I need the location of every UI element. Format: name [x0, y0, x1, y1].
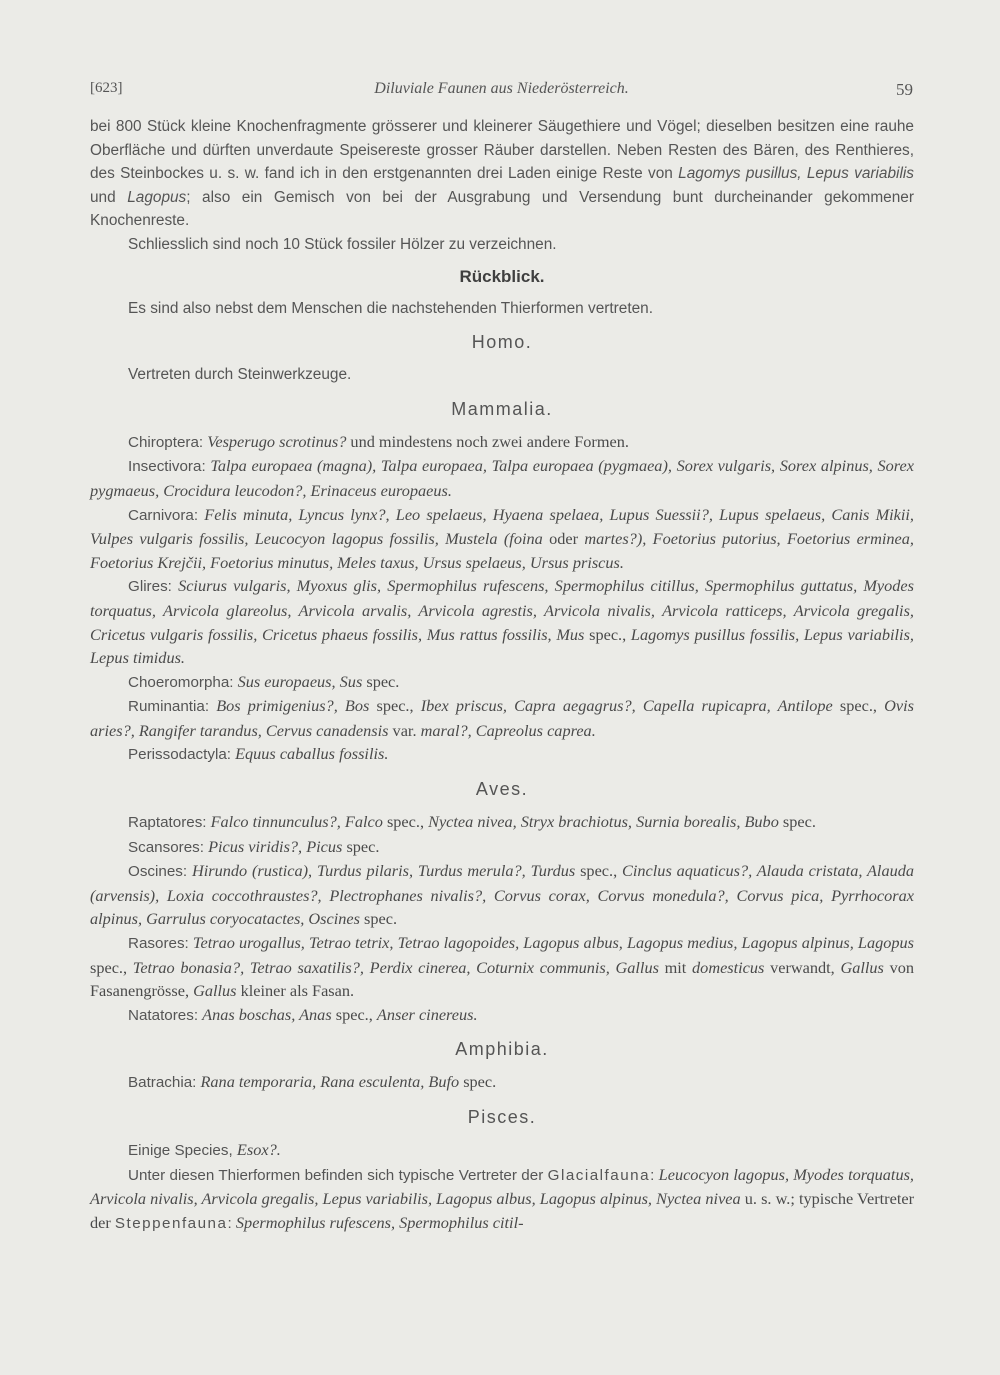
- page-reference: [623]: [90, 80, 123, 96]
- text-run: verwandt,: [764, 957, 841, 977]
- taxon-run: Equus caballus fossilis.: [235, 744, 389, 764]
- taxon-run: Ibex priscus, Capra aegagrus?, Capella rupicapra, Antilope: [420, 696, 833, 716]
- pisces-heading: Pisces.: [467, 1107, 537, 1127]
- insectivora-entry: [90, 454, 914, 502]
- choeromorpha-entry: [90, 670, 914, 695]
- taxon-run: Felis minuta, Lyncus lynx?, Leo spelaeus, Hyaena spelaea, Lupus Suessii?, Lupus spelaeus, Canis Mikii, Vulpes vulgaris fossilis, Leucocyon lagopus fossilis, Mustela (foina: [90, 504, 914, 549]
- text-run: u. s. w.; typische Vertreter der: [90, 1189, 914, 1232]
- taxon-run: Lagopus: [127, 188, 187, 206]
- group-label: Natatores:: [128, 1006, 199, 1024]
- text-run: spec.: [359, 909, 398, 929]
- rueckblick-text: Es sind also nebst dem Menschen die nachstehenden Thierformen vertreten.: [128, 299, 654, 317]
- taxon-run: Anser cinereus.: [376, 1004, 478, 1024]
- taxon-run: Bos primigenius?, Bos: [216, 696, 370, 716]
- homo-text: Vertreten durch Steinwerkzeuge.: [128, 366, 352, 384]
- raptatores-entry: [90, 810, 914, 835]
- text-run: bei 800 Stück kleine Knochenfragmente grösserer und kleinerer Säugethiere und Vögel; dieselben besitzen eine rauhe Oberfläche und dürften unverdaute Speisereste grosser Räuber darstellen. Neben Resten des Bären, des Renthieres, des Steinbockes u. s. w. fand ich in den erstgenannten drei Laden einige Reste von: [90, 118, 914, 183]
- group-label: Ruminantia:: [128, 698, 210, 716]
- taxon-run: Tetrao bonasia?, Tetrao saxatilis?, Perdix cinerea, Coturnix communis, Gallus: [132, 957, 659, 977]
- group-label: Carnivora:: [128, 506, 199, 524]
- carnivora-entry: [90, 503, 914, 575]
- text-run: spec.,: [832, 696, 885, 716]
- natatores-entry: [90, 1003, 914, 1028]
- text-run: spec.: [362, 671, 400, 691]
- oscines-entry: [90, 859, 914, 931]
- taxon-run: Picus viridis?, Picus: [208, 836, 343, 856]
- spaced-term: Steppenfauna: [114, 1214, 228, 1232]
- text-run: und: [90, 188, 128, 206]
- taxon-run: Leucocyon lagopus, Myodes torquatus, Arvicola nivalis, Arvicola gregalis, Lepus variabilis, Lagopus albus, Lagopus alpinus, Nyctea nivea: [90, 1164, 914, 1209]
- taxon-run: maral?, Capreolus caprea.: [420, 720, 596, 740]
- taxon-run: Gallus: [193, 981, 237, 1001]
- group-label: Insectivora:: [128, 458, 206, 476]
- taxon-run: Lagomys pusillus fossilis, Lepus variabilis, Lepus timidus.: [90, 624, 914, 668]
- glires-entry: [90, 574, 914, 669]
- taxon-run: Tetrao urogallus, Tetrao tetrix, Tetrao lagopoides, Lagopus albus, Lagopus medius, Lagopus alpinus, Lagopus: [192, 933, 915, 953]
- rasores-entry: [90, 931, 914, 1003]
- homo-heading: Homo.: [471, 332, 533, 353]
- spaced-term: Glacialfauna: [547, 1166, 651, 1184]
- text-run: spec.: [778, 812, 816, 832]
- text-run: spec.,: [382, 812, 429, 832]
- text-run: kleiner als Fasan.: [236, 981, 355, 1001]
- taxon-run: Vesperugo scrotinus?: [207, 431, 347, 451]
- group-label: Glires:: [128, 578, 172, 596]
- taxon-run: Sciurus vulgaris, Myoxus glis, Spermophilus rufescens, Spermophilus citillus, Spermophilus guttatus, Myodes torquatus, Arvicola glareolus, Arvicola arvalis, Arvicola agrestis, Arvicola nivalis, Arvicola ratticeps, Arvicola gregalis, Cricetus vulgaris fossilis, Cricetus phaeus fossilis, Mus rattus fossilis, Mus: [90, 576, 914, 644]
- taxon-run: Rana temporaria, Rana esculenta, Bufo: [200, 1072, 460, 1092]
- group-label: Perissodactyla:: [128, 746, 231, 764]
- chiroptera-entry: [90, 430, 914, 455]
- closing-paragraph: [90, 1163, 914, 1236]
- text-run: oder: [542, 529, 585, 549]
- group-label: Rasores:: [128, 935, 189, 953]
- text-run: mit: [658, 957, 693, 977]
- group-label: Chiroptera:: [128, 433, 204, 451]
- text-run: spec.,: [331, 1004, 377, 1024]
- text-run: spec.,: [90, 957, 133, 977]
- taxon-run: Ovis aries?, Rangifer tarandus, Cervus canadensis: [90, 696, 914, 740]
- batrachia-entry: [90, 1070, 914, 1095]
- rueckblick-heading: Rückblick.: [459, 266, 545, 286]
- taxon-run: Falco tinnunculus?, Falco: [210, 812, 383, 832]
- taxon-run: Cinclus aquaticus?, Alauda cristata, Alauda (arvensis), Loxia coccothraustes?, Plectrophanes nivalis?, Corvus corax, Corvus monedula?, Corvus pica, Pyrrhocorax alpinus, Garrulus coryocatactes, Oscines: [90, 861, 915, 929]
- intro-paragraph: [90, 115, 914, 233]
- text-run: spec.,: [369, 696, 421, 716]
- group-label: Choeromorpha:: [128, 673, 234, 691]
- page-header: [90, 80, 913, 102]
- taxon-run: Spermophilus rufescens, Spermophilus citil-: [235, 1212, 524, 1232]
- text-run: und mindestens noch zwei andere Formen.: [346, 431, 629, 451]
- page-number: 59: [896, 80, 913, 99]
- text-run: von Fasanengrösse,: [90, 957, 914, 1001]
- text-run: spec.: [342, 836, 380, 856]
- text-run: spec.: [459, 1072, 497, 1092]
- body-text: [90, 115, 914, 1235]
- text-run: spec.,: [575, 861, 623, 881]
- taxon-run: Lagomys pusillus, Lepus variabilis: [678, 165, 914, 183]
- taxon-run: Sus europaeus, Sus: [237, 671, 363, 691]
- text-run: :: [650, 1166, 659, 1184]
- pisces-entry: [90, 1138, 914, 1163]
- taxon-run: Talpa europaea (magna), Talpa europaea, Talpa europaea (pygmaea), Sorex vulgaris, Sorex alpinus, Sorex pygmaeus, Crocidura leucodon?, Erinaceus europaeus.: [90, 456, 914, 500]
- perissodactyla-entry: [90, 742, 914, 767]
- taxon-run: Gallus: [840, 957, 884, 977]
- amphibia-heading: Amphibia.: [455, 1039, 549, 1060]
- taxon-run: Esox?.: [236, 1140, 281, 1159]
- text-run: Unter diesen Thierformen befinden sich typische Vertreter der: [128, 1166, 548, 1184]
- group-label: Raptatores:: [128, 814, 207, 832]
- mammalia-heading: Mammalia.: [451, 398, 553, 419]
- group-label: Einige Species,: [128, 1142, 237, 1159]
- text-run: var.: [388, 720, 421, 740]
- group-label: Batrachia:: [128, 1074, 197, 1092]
- hoelzer-paragraph: Schliesslich sind noch 10 Stück fossiler Hölzer zu verzeichnen.: [128, 235, 557, 253]
- taxon-run: domesticus: [692, 957, 765, 977]
- text-run: ; also ein Gemisch von bei der Ausgrabung und Versendung bunt durcheinander gekommener Knochenreste.: [90, 188, 914, 230]
- aves-heading: Aves.: [475, 779, 529, 800]
- scansores-entry: [90, 835, 914, 860]
- text-run: spec.,: [584, 624, 631, 644]
- taxon-run: Nyctea nivea, Stryx brachiotus, Surnia borealis, Bubo: [428, 812, 779, 832]
- taxon-run: martes?), Foetorius putorius, Foetorius erminea, Foetorius Krejčii, Foetorius minutus, Meles taxus, Ursus spelaeus, Ursus priscus.: [90, 529, 914, 572]
- text-run: :: [227, 1214, 236, 1232]
- taxon-run: Anas boschas, Anas: [202, 1004, 332, 1024]
- group-label: Oscines:: [128, 863, 188, 881]
- ruminantia-entry: [90, 694, 914, 742]
- group-label: Scansores:: [128, 838, 204, 856]
- taxon-run: Hirundo (rustica), Turdus pilaris, Turdus merula?, Turdus: [191, 861, 576, 881]
- running-title: Diluviale Faunen aus Niederösterreich.: [374, 80, 629, 97]
